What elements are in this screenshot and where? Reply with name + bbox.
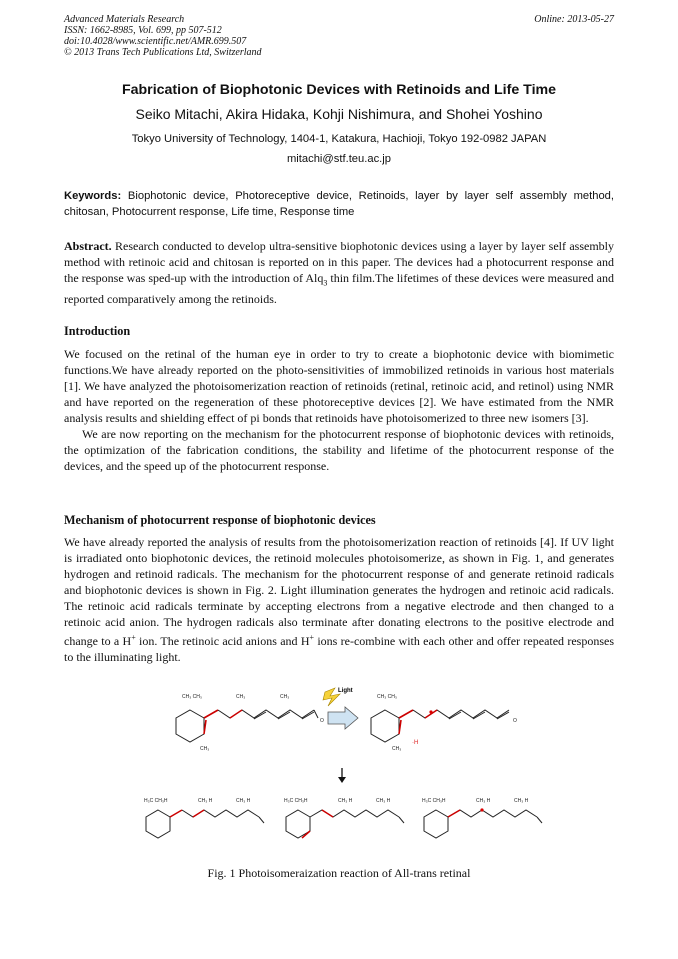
svg-text:CH₃: CH₃ xyxy=(280,694,290,700)
introduction-body xyxy=(64,346,614,474)
svg-text:CH₃ H: CH₃ H xyxy=(476,798,491,804)
svg-text:CH₃ H: CH₃ H xyxy=(198,798,213,804)
svg-text:H₃C CH₃H: H₃C CH₃H xyxy=(422,798,446,804)
journal-name: Advanced Materials Research xyxy=(64,14,185,25)
svg-text:CH₃ H: CH₃ H xyxy=(236,798,251,804)
radical-intermediate-structure xyxy=(371,710,509,742)
paper-title: Fabrication of Biophotonic Devices with Retinoids and Life Time xyxy=(121,82,557,98)
abstract-text: Research conducted to develop ultra-sensitive biophotonic devices using a layer by layer self assembly method with retinoic acid and chitosan is reported on in this paper. The devices had a photocurrent response and the response was sped-up with the introduction of Alq xyxy=(64,239,614,285)
radical-dot xyxy=(429,710,432,713)
all-trans-retinal-structure xyxy=(176,710,318,742)
light-arrow xyxy=(323,688,358,729)
isomer-structure-1 xyxy=(146,810,264,838)
svg-text:H₃C CH₃H: H₃C CH₃H xyxy=(284,798,308,804)
down-arrow xyxy=(338,768,346,783)
svg-text:O: O xyxy=(320,718,324,724)
isomer-structure-3 xyxy=(424,810,542,838)
hydrogen-radical-label: ·H xyxy=(412,740,419,746)
svg-text:H₃C CH₃H: H₃C CH₃H xyxy=(144,798,168,804)
abstract-text-end: thin film.The lifetimes of these devices were measured and reported comparatively among the retinoids. xyxy=(64,271,614,307)
mechanism-body xyxy=(64,534,614,665)
keywords-block xyxy=(64,188,614,220)
svg-text:CH₃ CH₃: CH₃ CH₃ xyxy=(182,694,202,700)
issn-line: ISSN: 1662-8985, Vol. 699, pp 507-512 xyxy=(64,25,222,36)
radical-dot xyxy=(480,808,483,811)
subscript: 3 xyxy=(323,278,328,288)
intro-paragraph-2: We are now reporting on the mechanism for the photocurrent response of biophotonic devices with retinoids, the optimization of the fabrication conditions, the stability and lifetime of the photocurrent response of the devices, and the speed up of the photocurrent response. xyxy=(64,427,614,473)
superscript: + xyxy=(309,633,315,642)
svg-text:CH₃ CH₃: CH₃ CH₃ xyxy=(377,694,397,700)
mechanism-text: We have already reported the analysis of results from the photoisomerization reaction of retinoids [4]. If UV light is irradiated onto biophotonic devices, the retinoid molecules photoisomerize, as shown in Fig. 1, and generates hydrogen and retinoid radicals. The mechanism for the photocurrent response of and generate retinoid radicals and biophotonic devices is shown in Fig. 2. Light illumination generates the hydrogen and retinoic acid radicals. The retinoic acid radicals terminate by accepting electrons from a negative electrode and then changed to a retinoic acid anion. The hydrogen radicals also terminate after donating electrons to the positive electrode and change to a H xyxy=(64,535,614,648)
svg-text:O: O xyxy=(513,718,517,724)
copyright-line: © 2013 Trans Tech Publications Ltd, Switzerland xyxy=(64,47,262,58)
affiliation: Tokyo University of Technology, 1404-1, Katakura, Hachioji, Tokyo 192-0982 JAPAN xyxy=(131,133,547,145)
contact-email[interactable]: mitachi@stf.teu.ac.jp xyxy=(286,153,391,165)
svg-text:CH₃ H: CH₃ H xyxy=(514,798,529,804)
svg-text:CH₃ H: CH₃ H xyxy=(338,798,353,804)
mechanism-text-2: ion. The retinoic acid anions and H xyxy=(135,634,310,648)
svg-text:CH₃: CH₃ xyxy=(236,694,246,700)
svg-text:CH₃ H: CH₃ H xyxy=(376,798,391,804)
keywords-label: Keywords: xyxy=(64,190,122,202)
mechanism-heading: Mechanism of photocurrent response of biophotonic devices xyxy=(64,513,376,527)
light-label: Light xyxy=(338,688,353,694)
keywords-text: Biophotonic device, Photoreceptive device, Retinoids, layer by layer self assembly method, chitosan, Photocurrent response, Life time, Response time xyxy=(64,190,614,218)
online-date: Online: 2013-05-27 xyxy=(534,14,614,25)
svg-text:CH₃: CH₃ xyxy=(392,746,402,752)
abstract-label: Abstract. xyxy=(64,239,112,253)
superscript: + xyxy=(131,633,136,642)
mechanism-text-3: ions re-combine with each other and offer repeated responses to the illuminating light. xyxy=(64,634,615,664)
running-header xyxy=(64,14,262,58)
reaction-figure xyxy=(130,682,550,852)
figure-caption: Fig. 1 Photoisomeraization reaction of All-trans retinal xyxy=(207,866,471,880)
isomer-structure-2 xyxy=(286,810,404,838)
introduction-heading: Introduction xyxy=(64,324,131,338)
author-list: Seiko Mitachi, Akira Hidaka, Kohji Nishimura, and Shohei Yoshino xyxy=(135,106,543,122)
intro-paragraph-1: We focused on the retinal of the human eye in order to try to create a biophotonic device with biomimetic functions.We have already reported on the photo-sensitivities of immobilized retinoids in various host materials [1]. We have analyzed the photoisomerization reaction of retinoids (retinal, retinoic acid, and retinol) using NMR and have reported on the regeneration of these photoreceptive devices [2]. We have estimated from the NMR analysis results and shielding effect of pi bonds that retinoids have photoisomerized to three new isomers [3]. xyxy=(64,347,614,425)
svg-text:CH₃: CH₃ xyxy=(200,746,210,752)
abstract-block xyxy=(64,238,614,307)
doi-line: doi:10.4028/www.scientific.net/AMR.699.507 xyxy=(64,36,247,47)
